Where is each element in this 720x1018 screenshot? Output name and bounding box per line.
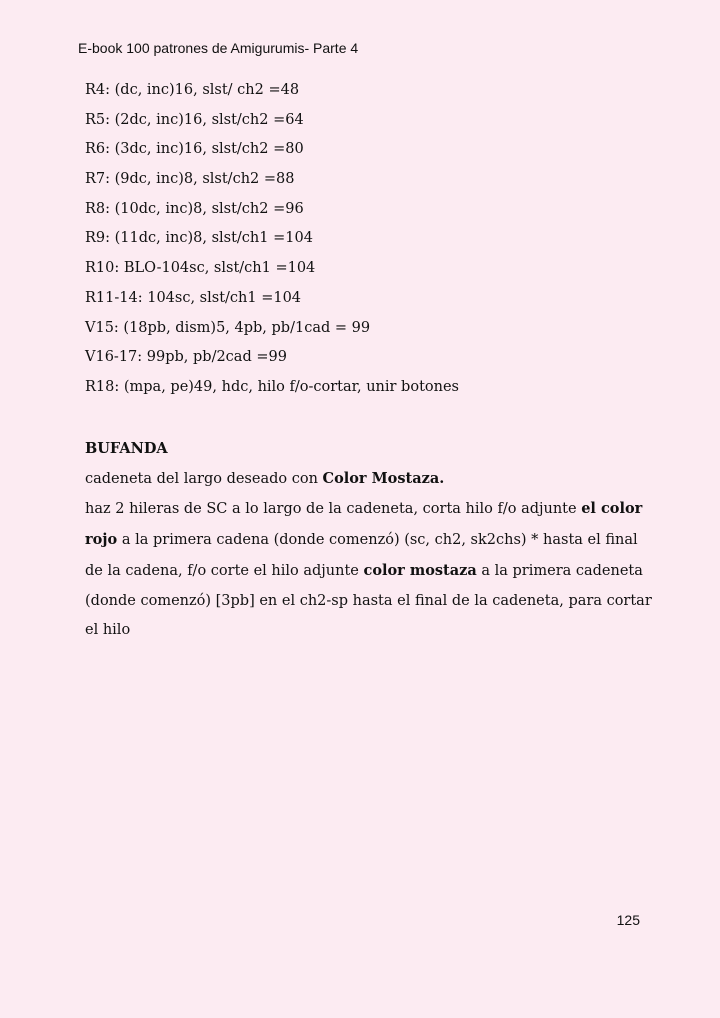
pattern-round-r7: R7: (9dc, inc)8, slst/ch2 =88 (85, 171, 295, 188)
instructions-text-2: a la primera cadena (donde comenzó) (sc, ch2, sk2chs) * hasta el final de la cadena, f/o corte el hilo adjunte (85, 532, 638, 579)
instructions-bold-red: el color rojo (85, 500, 643, 549)
pattern-round-v16-17: V16-17: 99pb, pb/2cad =99 (85, 349, 287, 366)
intro-text: cadeneta del largo deseado con (85, 470, 323, 487)
pattern-round-r11-14: R11-14: 104sc, slst/ch1 =104 (85, 289, 302, 306)
document-header: E-book 100 patrones de Amigurumis- Parte 4 (78, 40, 359, 56)
pattern-round-r8: R8: (10dc, inc)8, slst/ch2 =96 (85, 200, 304, 217)
pattern-rounds-list (85, 76, 459, 403)
intro-bold-color: Color Mostaza. (322, 469, 445, 487)
pattern-round-v15: V15: (18pb, dism)5, 4pb, pb/1cad = 99 (85, 319, 371, 336)
pattern-round-r10: R10: BLO-104sc, slst/ch1 =104 (85, 260, 316, 277)
pattern-round-r18: R18: (mpa, pe)49, hdc, hilo f/o-cortar, unir botones (85, 378, 459, 395)
instructions-text-3: a la primera cadeneta (donde comenzó) [3pb] en el ch2-sp hasta el final de la cadeneta, para cortar el hilo (85, 562, 652, 639)
bufanda-section (85, 434, 655, 646)
pattern-round-r9: R9: (11dc, inc)8, slst/ch1 =104 (85, 230, 313, 247)
section-heading: BUFANDA (85, 440, 168, 457)
pattern-round-r5: R5: (2dc, inc)16, slst/ch2 =64 (85, 111, 304, 128)
bufanda-instructions-paragraph (85, 494, 655, 646)
bufanda-intro-paragraph (85, 464, 655, 495)
instructions-text-1: haz 2 hileras de SC a lo largo de la cadeneta, corta hilo f/o adjunte (85, 501, 582, 518)
pattern-round-r4: R4: (dc, inc)16, slst/ ch2 =48 (85, 82, 300, 98)
page-number: 125 (616, 912, 640, 928)
instructions-bold-mustard: color mostaza (363, 561, 477, 579)
pattern-round-r6: R6: (3dc, inc)16, slst/ch2 =80 (85, 141, 304, 158)
